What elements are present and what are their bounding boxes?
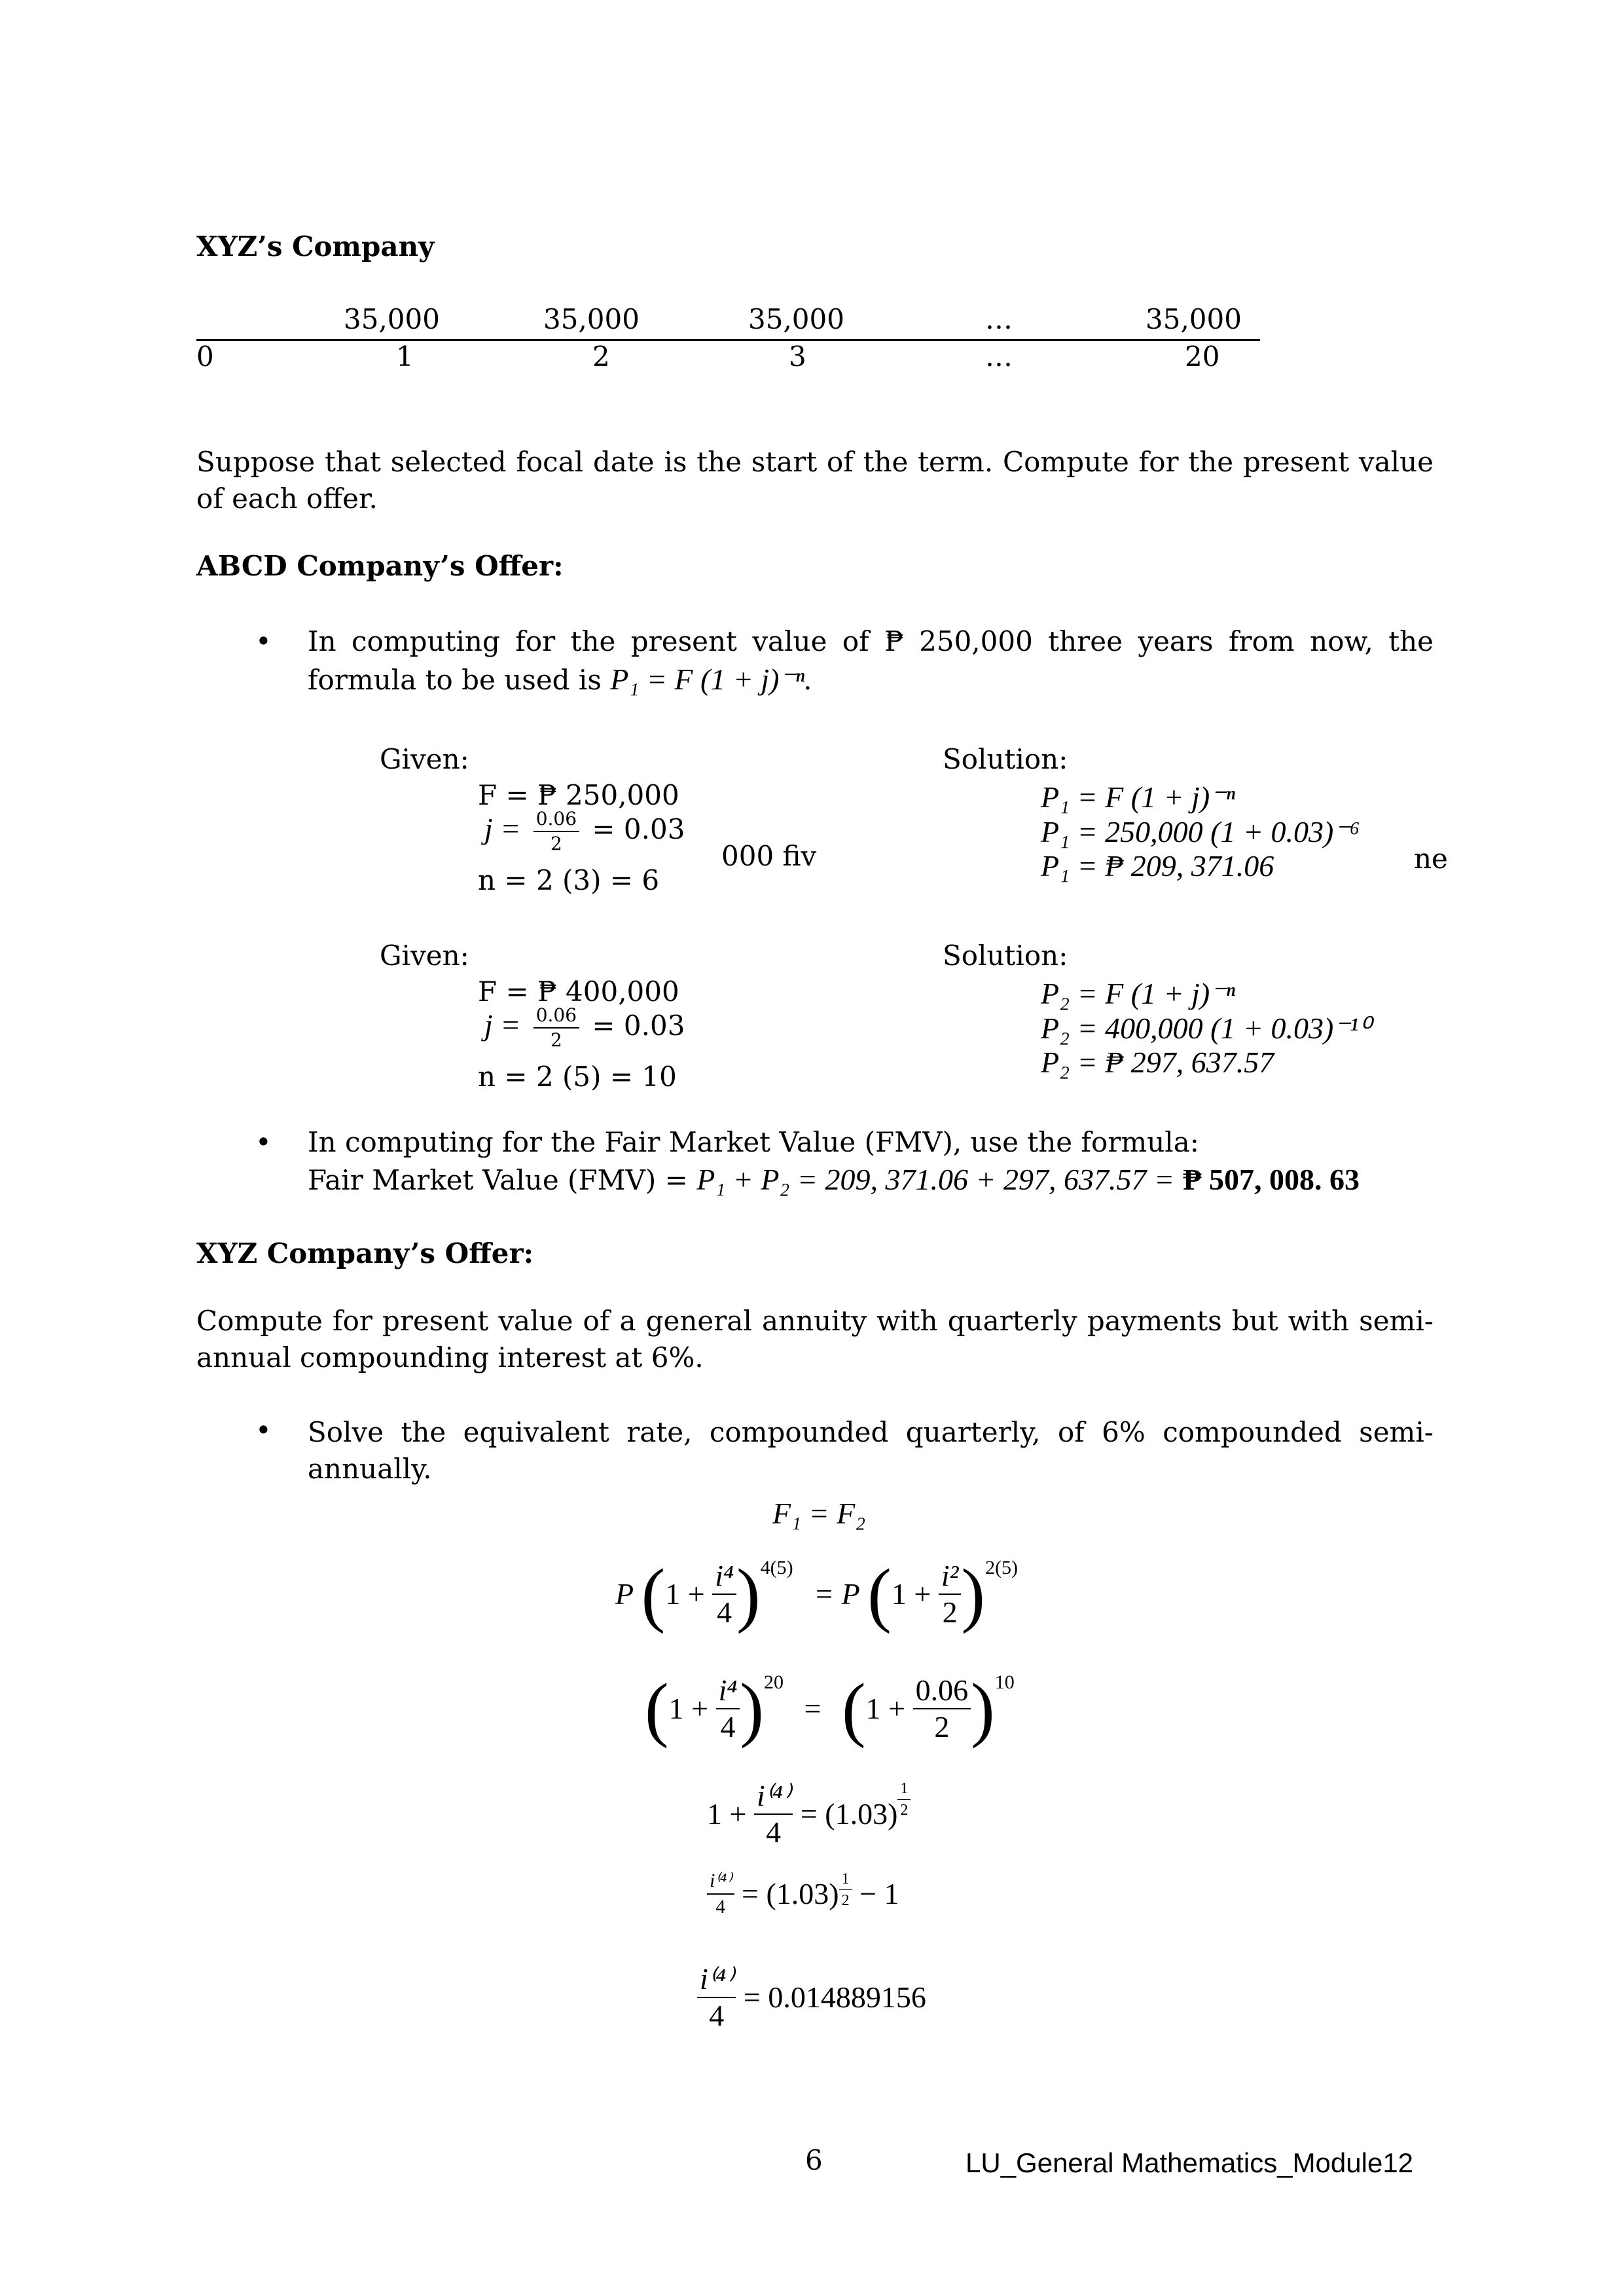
bullet-icon: • — [255, 1126, 272, 1158]
rate-fraction — [533, 1006, 579, 1049]
close-paren: ) — [961, 1554, 986, 1634]
equals-p: = P — [814, 1577, 860, 1611]
rate-fraction — [913, 1675, 971, 1742]
fraction-numerator: 0.06 — [533, 1006, 579, 1029]
exponent: 4(5) — [760, 1557, 793, 1578]
equation-equivalence — [615, 1554, 1019, 1634]
open-paren: ( — [867, 1554, 892, 1634]
minus-one: − 1 — [859, 1877, 899, 1910]
equation-f1-f2: F₁ = F₂ — [772, 1497, 866, 1530]
fraction-numerator: i² — [939, 1561, 962, 1595]
timeline-axis — [196, 339, 1260, 341]
exponent-fraction — [897, 1781, 911, 1818]
fmv-formula-line — [308, 1162, 1360, 1197]
timeline-payment: … — [985, 303, 1013, 335]
fraction-numerator: 1 — [897, 1781, 911, 1800]
equation-isolate — [707, 1871, 899, 1917]
fraction-numerator: i⁽⁴⁾ — [697, 1964, 736, 1998]
j-value: = 0.03 — [592, 1010, 685, 1042]
given2-j — [484, 1006, 685, 1049]
fraction-denominator: 4 — [720, 1710, 736, 1743]
bullet-icon: • — [255, 625, 272, 657]
j-value: = 0.03 — [592, 813, 685, 845]
solution2-line: P₂ = F (1 + j)⁻ⁿ — [1041, 977, 1235, 1010]
given1-n: n = 2 (3) = 6 — [478, 864, 660, 896]
one-plus: 1 + — [865, 1692, 906, 1725]
solution-label: Solution: — [943, 743, 1068, 775]
one-plus: 1 + — [707, 1797, 747, 1831]
power-base: = (1.03) — [742, 1877, 839, 1910]
one-plus: 1 + — [665, 1577, 705, 1611]
solution-label: Solution: — [943, 939, 1068, 972]
open-paren: ( — [841, 1669, 866, 1749]
xyz-company-heading: XYZ’s Company — [196, 230, 435, 263]
fraction-denominator: 4 — [766, 1815, 782, 1849]
solution2-line: P₂ = ₱ 297, 637.57 — [1041, 1046, 1274, 1079]
open-paren: ( — [645, 1669, 669, 1749]
solution2-line: P₂ = 400,000 (1 + 0.03)⁻¹⁰ — [1041, 1011, 1371, 1045]
rate-fraction — [754, 1781, 793, 1848]
abcd-bullet2-line1: In computing for the Fair Market Value (FMV), use the formula: — [308, 1126, 1199, 1158]
close-paren: ) — [740, 1669, 765, 1749]
j-label: j = — [484, 1008, 521, 1042]
timeline-payment: 35,000 — [1146, 303, 1242, 335]
timeline-payment: 35,000 — [543, 303, 640, 335]
solution1-line: P₁ = F (1 + j)⁻ⁿ — [1041, 780, 1235, 814]
intro-paragraph: Suppose that selected focal date is the start of the term. Compute for the present value of each offer. — [196, 446, 1434, 515]
given2-f: F = ₱ 400,000 — [478, 975, 679, 1008]
abcd-pv-formula: P₁ = F (1 + j)⁻ⁿ. — [610, 663, 812, 696]
fraction-numerator: i⁴ — [712, 1561, 736, 1595]
rate-fraction — [712, 1561, 736, 1628]
timeline-period: … — [985, 340, 1013, 373]
given-label: Given: — [380, 743, 469, 775]
close-paren: ) — [736, 1554, 761, 1634]
fraction-denominator: 2 — [942, 1595, 958, 1629]
rate-fraction — [939, 1561, 962, 1628]
fraction-denominator: 2 — [900, 1802, 909, 1819]
fmv-label: Fair Market Value (FMV) = — [308, 1164, 688, 1196]
timeline-payment: 35,000 — [748, 303, 844, 335]
timeline-period: 3 — [789, 340, 806, 373]
rate-fraction — [697, 1964, 736, 2031]
j-label: j = — [484, 812, 521, 845]
equals-sign: = — [804, 1692, 821, 1725]
timeline-period: 1 — [396, 340, 414, 373]
page-number: 6 — [805, 2144, 823, 2176]
xyz-offer-heading: XYZ Company’s Offer: — [196, 1237, 534, 1269]
fraction-numerator: 1 — [839, 1871, 852, 1890]
given-label: Given: — [380, 939, 469, 972]
equivalent-rate-value: = 0.014889156 — [743, 1980, 926, 2014]
exponent-fraction — [839, 1871, 852, 1908]
timeline-period: 20 — [1185, 340, 1220, 373]
fmv-result: ₱ 507, 008. 63 — [1183, 1163, 1360, 1196]
fraction-numerator: 0.06 — [533, 810, 579, 832]
principal-symbol: P — [615, 1577, 634, 1611]
equation-result — [697, 1964, 926, 2031]
one-plus: 1 + — [668, 1692, 709, 1725]
fraction-denominator: 4 — [715, 1896, 726, 1918]
abcd-bullet1-prefix: formula to be used is — [308, 664, 602, 696]
equation-substituted — [645, 1669, 1015, 1749]
fraction-numerator: i⁴ — [716, 1675, 740, 1709]
rate-fraction — [707, 1871, 734, 1917]
abcd-bullet1-line2 — [308, 661, 812, 697]
xyz-offer-paragraph: Compute for present value of a general annuity with quarterly payments but with semi-annual compounding interest at 6%. — [196, 1305, 1434, 1374]
fraction-denominator: 4 — [709, 1999, 725, 2032]
timeline-payment: 35,000 — [344, 303, 440, 335]
bullet-icon: • — [255, 1414, 272, 1446]
given1-f: F = ₱ 250,000 — [478, 779, 679, 811]
overlapped-text-fragment: ne — [1414, 843, 1448, 875]
overlapped-text-fragment: 000 fiv — [721, 840, 817, 872]
timeline-period: 0 — [196, 340, 214, 373]
fraction-denominator: 2 — [841, 1892, 850, 1909]
fraction-denominator: 2 — [934, 1710, 950, 1743]
one-plus: 1 + — [891, 1577, 931, 1611]
fraction-denominator: 4 — [717, 1595, 732, 1629]
fraction-numerator: i⁽⁴⁾ — [707, 1871, 734, 1895]
rate-fraction — [716, 1675, 740, 1742]
solution1-line: P₁ = 250,000 (1 + 0.03)⁻⁶ — [1041, 815, 1360, 848]
exponent: 10 — [994, 1671, 1015, 1693]
abcd-bullet1-line1: In computing for the present value of ₱ 250,000 three years from now, the — [308, 625, 1434, 657]
solution1-line: P₁ = ₱ 209, 371.06 — [1041, 849, 1274, 883]
open-paren: ( — [641, 1554, 666, 1634]
close-paren: ) — [971, 1669, 995, 1749]
timeline-period: 2 — [592, 340, 610, 373]
fraction-denominator: 2 — [550, 1029, 562, 1051]
fraction-numerator: 0.06 — [913, 1675, 971, 1709]
given2-n: n = 2 (5) = 10 — [478, 1061, 677, 1093]
module-label: LU_General Mathematics_Module12 — [965, 2147, 1414, 2178]
rate-fraction — [533, 810, 579, 853]
fraction-numerator: i⁽⁴⁾ — [754, 1781, 793, 1815]
abcd-heading: ABCD Company’s Offer: — [196, 550, 564, 582]
exponent: 2(5) — [985, 1557, 1019, 1578]
exponent: 20 — [764, 1671, 784, 1693]
given1-j — [484, 810, 685, 853]
fraction-denominator: 2 — [550, 833, 562, 854]
equation-root — [707, 1781, 911, 1848]
fmv-expression: P₁ + P₂ = 209, 371.06 + 297, 637.57 = — [696, 1163, 1175, 1196]
xyz-offer-bullet: Solve the equivalent rate, compounded quarterly, of 6% compounded semi-annually. — [308, 1416, 1434, 1485]
power-base: = (1.03) — [800, 1797, 898, 1831]
